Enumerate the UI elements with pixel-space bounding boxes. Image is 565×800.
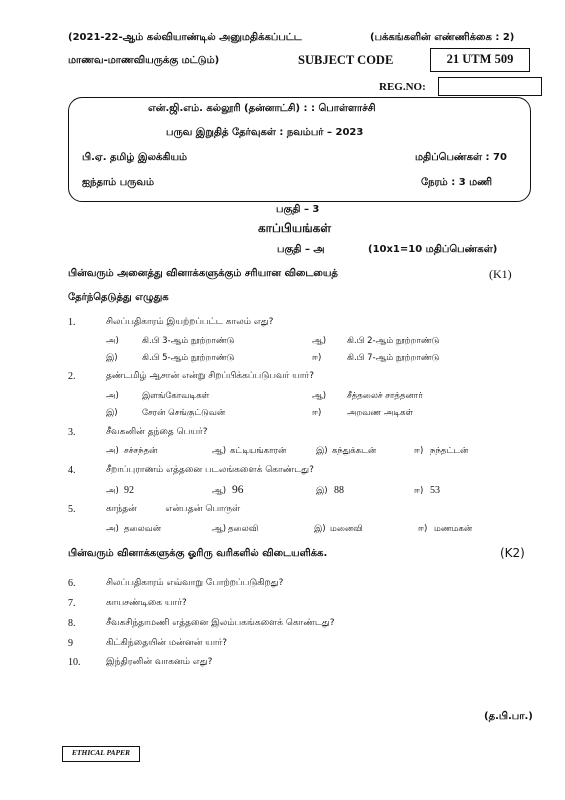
section-k2-instruction: பின்வரும் வினாக்களுக்கு ஓரிரு வரிகளில் விடையளிக்க. xyxy=(68,548,328,559)
exam-title: பருவ இறுதித் தேர்வுகள் : நவம்பர் – 2023 xyxy=(166,127,364,138)
question-number: 8. xyxy=(68,618,76,629)
please-turn-over: (த.பி.பா.) xyxy=(484,711,533,722)
option-label: அ) xyxy=(106,486,119,496)
subject-code-box xyxy=(430,48,530,72)
option-label: இ) xyxy=(106,408,118,418)
question-number: 3. xyxy=(68,427,76,438)
option-text: சீத்தலைச் சாத்தனார் xyxy=(347,391,423,401)
option-text: 96 xyxy=(232,484,244,496)
option-label: அ) xyxy=(106,446,119,456)
header-note-line2: மாணவ-மாணவியருக்கு மட்டும்) xyxy=(68,55,220,66)
part-title: பகுதி – 3 xyxy=(276,204,320,215)
question-number: 6. xyxy=(68,578,76,589)
option-label: அ) xyxy=(106,391,119,401)
option-text: மனைவி xyxy=(330,524,363,534)
option-text: கந்துக்கடன் xyxy=(332,446,377,456)
option-text: மணமகன் xyxy=(434,524,473,534)
option-label: ஆ) xyxy=(212,486,227,496)
option-label: ஆ) xyxy=(212,524,227,534)
reg-no-field[interactable] xyxy=(438,77,542,96)
section-a-instruction-line2: தேர்ந்தெடுத்து எழுதுக xyxy=(68,292,169,303)
option-text: அறவண அடிகள் xyxy=(347,408,414,418)
page-count-note: (பக்கங்களின் எண்ணிக்கை : 2) xyxy=(370,32,515,43)
college-name: என்.ஜி.எம். கல்லூரி (தன்னாட்சி) : : பொள்ளாச்சி xyxy=(148,103,376,114)
question-text: காயசண்டிகை யார்? xyxy=(106,598,187,608)
option-text: தலைவி xyxy=(228,524,259,534)
option-label: இ) xyxy=(314,524,326,534)
section-k2-level: (K2) xyxy=(500,546,525,560)
option-label: அ) xyxy=(106,336,119,346)
question-text: இந்திரனின் வாகனம் எது? xyxy=(106,657,213,667)
question-text: காந்தன் என்பதன் பொருள் xyxy=(106,504,241,514)
duration: நேரம் : 3 மணி xyxy=(421,177,493,188)
semester: ஐந்தாம் பருவம் xyxy=(82,177,155,188)
option-text: நந்தட்டன் xyxy=(430,446,469,456)
option-label: ஆ) xyxy=(212,446,227,456)
question-text: சிலப்பதிகாரம் எவ்வாறு போற்றப்படுகிறது? xyxy=(106,578,284,588)
option-label: ஆ) xyxy=(312,391,327,401)
option-text: கி.பி 7-ஆம் நூற்றாண்டு xyxy=(347,353,440,363)
option-text: கட்டியங்காரன் xyxy=(230,446,287,456)
option-label: ஈ) xyxy=(312,408,322,418)
question-text: கிட்கிந்தையின் மன்னன் யார்? xyxy=(106,638,228,648)
question-number: 5. xyxy=(68,504,76,515)
question-number: 10. xyxy=(68,657,81,668)
option-text: கி.பி 5-ஆம் நூற்றாண்டு xyxy=(142,353,235,363)
option-text: கி.பி 3-ஆம் நூற்றாண்டு xyxy=(142,336,235,346)
section-a-level: (K1) xyxy=(489,267,512,281)
question-number: 4. xyxy=(68,465,76,476)
option-label: இ) xyxy=(316,446,328,456)
subject-code-label: SUBJECT CODE xyxy=(298,53,394,67)
question-text: சீவகசிந்தாமணி எத்தனை இலம்பகங்களைக் கொண்டது? xyxy=(106,618,335,628)
option-label: அ) xyxy=(106,524,119,534)
option-label: ஈ) xyxy=(312,353,322,363)
question-number: 9 xyxy=(68,638,73,649)
question-number: 1. xyxy=(68,317,76,328)
ethical-paper-label: ETHICAL PAPER xyxy=(71,748,131,757)
option-label: இ) xyxy=(316,486,328,496)
course-name: பி.ஏ. தமிழ் இலக்கியம் xyxy=(82,152,188,163)
question-text: சீவகனின் தந்தை பெயர்? xyxy=(106,427,208,437)
option-label: ஈ) xyxy=(418,524,428,534)
option-label: ஆ) xyxy=(312,336,327,346)
ethical-paper-badge xyxy=(62,746,140,762)
option-text: சேரன் செங்குட்டுவன் xyxy=(142,408,226,418)
option-text: 53 xyxy=(430,485,440,496)
max-marks: மதிப்பெண்கள் : 70 xyxy=(415,152,507,163)
question-text: சீறாப்புராணம் எத்தனை படலங்களைக் கொண்டது? xyxy=(106,465,314,475)
header-note-line1: (2021-22-ஆம் கல்வியாண்டில் அனுமதிக்கப்பட்ட xyxy=(68,32,302,43)
question-text: சிலப்பதிகாரம் இயற்றப்பட்ட காலம் எது? xyxy=(106,317,274,327)
option-label: ஈ) xyxy=(414,446,424,456)
option-text: இளங்கோவடிகள் xyxy=(142,391,210,401)
question-number: 2. xyxy=(68,371,76,382)
question-text: தண்டமிழ் ஆசான் என்று சிறப்பிக்கப்படுபவர் யார்? xyxy=(106,371,315,381)
option-label: ஈ) xyxy=(414,486,424,496)
section-a-marks: (10x1=10 மதிப்பெண்கள்) xyxy=(368,244,498,255)
option-text: 92 xyxy=(124,485,134,496)
option-label: இ) xyxy=(106,353,118,363)
option-text: சச்சந்தன் xyxy=(124,446,158,456)
section-a-instruction-line1: பின்வரும் அனைத்து வினாக்களுக்கும் சரியான விடையைத் xyxy=(68,268,338,279)
subject-code-value: 21 UTM 509 xyxy=(446,52,514,66)
option-text: 88 xyxy=(334,485,344,496)
option-text: தலைவன் xyxy=(124,524,162,534)
subject-title: காப்பியங்கள் xyxy=(258,221,332,235)
question-number: 7. xyxy=(68,598,76,609)
section-a-title: பகுதி – அ xyxy=(277,244,325,255)
reg-no-label: REG.NO: xyxy=(379,81,426,93)
option-text: கி.பி 2-ஆம் நூற்றாண்டு xyxy=(347,336,440,346)
